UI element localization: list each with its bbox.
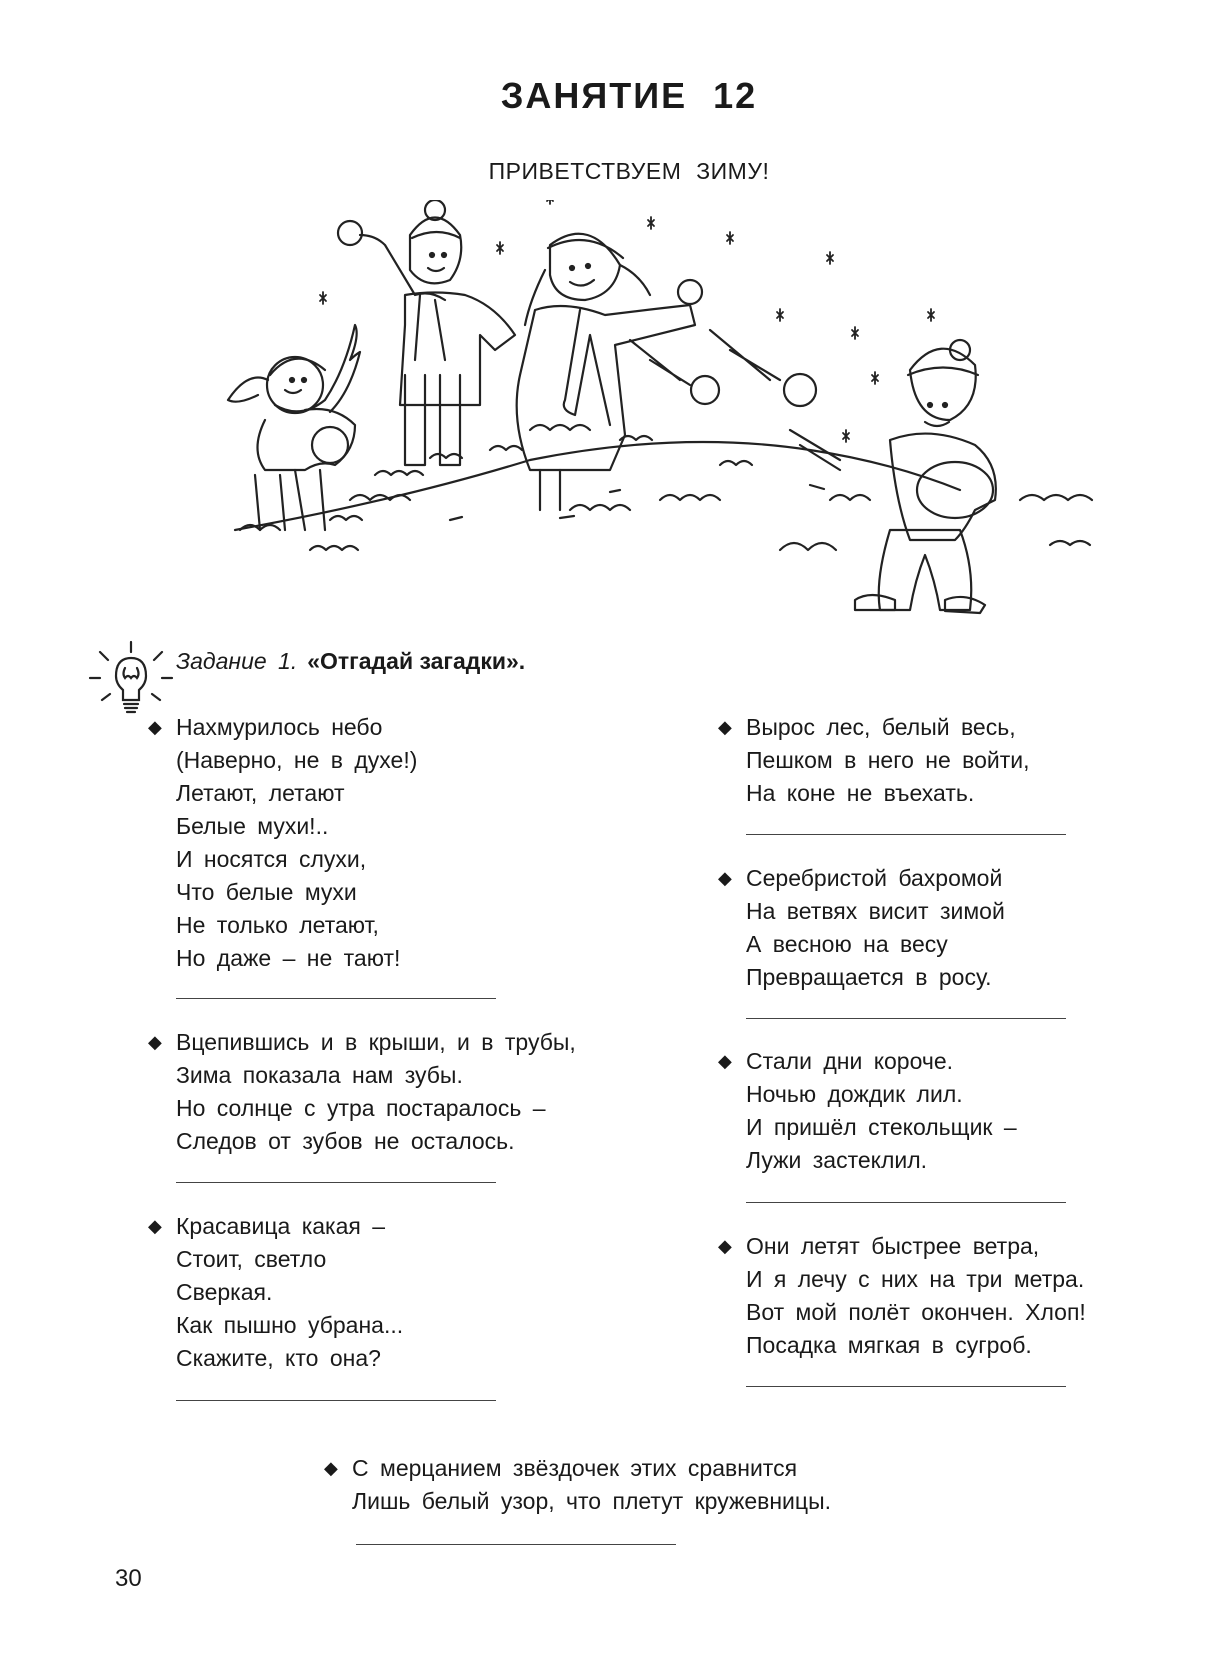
riddle-8 bbox=[324, 1452, 832, 1518]
diamond-bullet-icon: ◆ bbox=[718, 717, 732, 737]
riddle-line: Посадка мягкая в сугроб. bbox=[746, 1332, 1032, 1358]
diamond-bullet-icon: ◆ bbox=[148, 1032, 162, 1052]
riddle-line: Красавица какая – bbox=[176, 1213, 386, 1239]
riddle-1 bbox=[148, 711, 418, 975]
riddle-line: (Наверно, не в духе!) bbox=[176, 747, 418, 773]
riddle-line: Следов от зубов не осталось. bbox=[176, 1128, 515, 1154]
riddle-line: Не только летают, bbox=[176, 912, 379, 938]
diamond-bullet-icon: ◆ bbox=[718, 1051, 732, 1071]
riddle-line: На ветвях висит зимой bbox=[746, 898, 1005, 924]
task-name: «Отгадай загадки». bbox=[307, 648, 526, 674]
riddle-line: Зима показала нам зубы. bbox=[176, 1062, 463, 1088]
riddle-line: Вот мой полёт окончен. Хлоп! bbox=[746, 1299, 1086, 1325]
snowball-fight-illustration bbox=[200, 200, 1140, 660]
riddle-line: Стоит, светло bbox=[176, 1246, 327, 1272]
answer-line-3[interactable] bbox=[176, 1400, 496, 1401]
child-left bbox=[228, 325, 360, 530]
riddle-line: Серебристой бахромой bbox=[746, 865, 1003, 891]
riddle-line: Вырос лес, белый весь, bbox=[746, 714, 1016, 740]
task-header bbox=[176, 648, 525, 675]
child-girl-throwing bbox=[517, 234, 702, 510]
riddle-line: Как пышно убрана... bbox=[176, 1312, 404, 1338]
answer-line-8[interactable] bbox=[356, 1544, 676, 1545]
riddle-line: Сверкая. bbox=[176, 1279, 273, 1305]
answer-line-4[interactable] bbox=[746, 834, 1066, 835]
answer-line-7[interactable] bbox=[746, 1386, 1066, 1387]
riddle-line: И носятся слухи, bbox=[176, 846, 367, 872]
riddle-7 bbox=[718, 1230, 1086, 1362]
riddle-line: С мерцанием звёздочек этих сравнится bbox=[352, 1455, 798, 1481]
riddle-line: Нахмурилось небо bbox=[176, 714, 383, 740]
riddle-line: И я лечу с них на три метра. bbox=[746, 1266, 1085, 1292]
riddle-line: Но даже – не тают! bbox=[176, 945, 401, 971]
riddle-line: Лужи застеклил. bbox=[746, 1147, 928, 1173]
riddle-6 bbox=[718, 1045, 1017, 1177]
riddle-3 bbox=[148, 1210, 404, 1375]
riddle-line: Лишь белый узор, что плетут кружевницы. bbox=[352, 1488, 832, 1514]
riddle-4 bbox=[718, 711, 1030, 810]
riddle-line: Они летят быстрее ветра, bbox=[746, 1233, 1040, 1259]
lesson-title: ЗАНЯТИЕ 12 bbox=[500, 75, 758, 116]
diamond-bullet-icon: ◆ bbox=[718, 1236, 732, 1256]
riddle-line: Но солнце с утра постаралось – bbox=[176, 1095, 546, 1121]
riddle-line: Что белые мухи bbox=[176, 879, 357, 905]
answer-line-6[interactable] bbox=[746, 1202, 1066, 1203]
diamond-bullet-icon: ◆ bbox=[148, 1216, 162, 1236]
riddle-line: Пешком в него не войти, bbox=[746, 747, 1030, 773]
riddle-line: Белые мухи!.. bbox=[176, 813, 329, 839]
answer-line-5[interactable] bbox=[746, 1018, 1066, 1019]
child-throwing-up bbox=[338, 200, 515, 465]
riddle-5 bbox=[718, 862, 1005, 994]
riddle-line: Вцепившись и в крыши, и в трубы, bbox=[176, 1029, 576, 1055]
riddle-line: Стали дни короче. bbox=[746, 1048, 954, 1074]
lesson-subtitle: ПРИВЕТСТВУЕМ ЗИМУ! bbox=[488, 158, 770, 184]
riddle-line: А весною на весу bbox=[746, 931, 948, 957]
diamond-bullet-icon: ◆ bbox=[718, 868, 732, 888]
task-label: Задание 1. bbox=[176, 648, 298, 674]
riddle-line: И пришёл стекольщик – bbox=[746, 1114, 1017, 1140]
riddle-line: Скажите, кто она? bbox=[176, 1345, 381, 1371]
page-number: 30 bbox=[115, 1565, 142, 1592]
diamond-bullet-icon: ◆ bbox=[148, 717, 162, 737]
answer-line-1[interactable] bbox=[176, 998, 496, 999]
riddle-2 bbox=[148, 1026, 576, 1158]
riddle-line: На коне не въехать. bbox=[746, 780, 975, 806]
riddle-line: Превращается в росу. bbox=[746, 964, 992, 990]
answer-line-2[interactable] bbox=[176, 1182, 496, 1183]
riddle-line: Летают, летают bbox=[176, 780, 345, 806]
diamond-bullet-icon: ◆ bbox=[324, 1458, 338, 1478]
riddle-line: Ночью дождик лил. bbox=[746, 1081, 963, 1107]
